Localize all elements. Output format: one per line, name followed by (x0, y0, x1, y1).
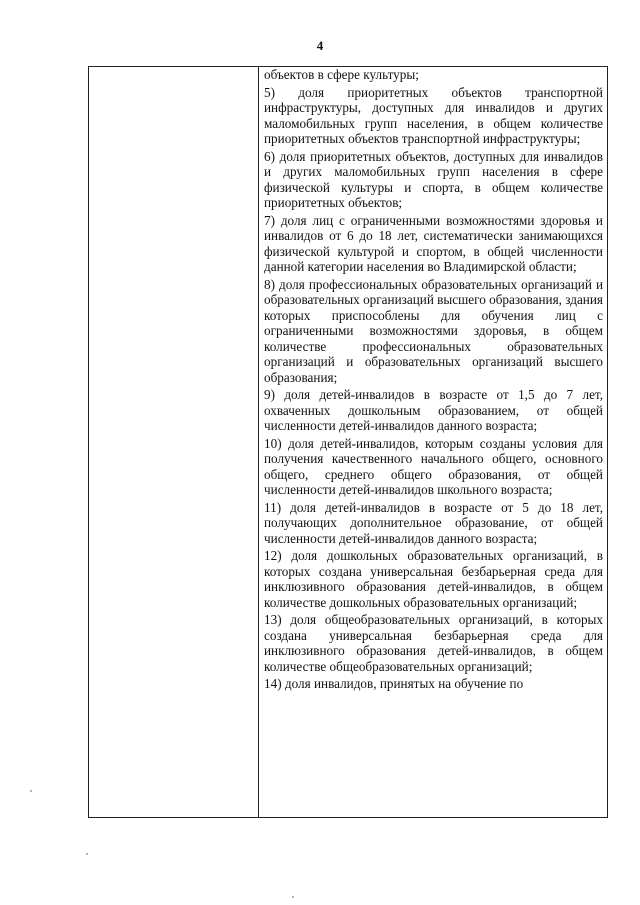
list-item: 5) доля приоритетных объектов транспортной инфраструктуры, доступных для инвалидов и других маломобильных групп населения, в общем количестве приоритетных объектов транспортной инфраструктуры; (264, 84, 603, 146)
page-number: 4 (316, 38, 324, 53)
scan-artifact-dot (292, 896, 294, 898)
list-item: 11) доля детей-инвалидов в возрасте от 5 до 18 лет, получающих дополнительное образование, от общей численности детей-инвалидов данного возраста; (264, 499, 603, 546)
list-item: 8) доля профессиональных образовательных организаций и образовательных организаций высшего образования, здания которых приспособлены для обучения лиц с ограниченными возможностями здоровья, в общем количестве профессиональных образовательных организаций и образовательных организаций высшего образования; (264, 276, 603, 385)
list-item: объектов в сфере культуры; (264, 67, 419, 82)
scan-artifact-dot (86, 853, 88, 855)
list-item: 14) доля инвалидов, принятых на обучение по (264, 676, 524, 691)
table-right-cell (259, 67, 609, 817)
document-table (88, 66, 608, 818)
list-item: 7) доля лиц с ограниченными возможностями здоровья и инвалидов от 6 до 18 лет, систематически занимающихся физической культурой и спортом, в общей численности данной категории населения во Владимирской области; (264, 212, 603, 274)
list-item: 13) доля общеобразовательных организаций, в которых создана универсальная безбарьерная среда для инклюзивного образования детей-инвалидов, в общем количестве общеобразовательных организаций; (264, 612, 603, 674)
list-item: 6) доля приоритетных объектов, доступных для инвалидов и других маломобильных групп населения в сфере физической культуры и спорта, в общем количестве приоритетных объектов; (264, 148, 603, 210)
scan-artifact-dot (30, 790, 32, 792)
list-item: 9) доля детей-инвалидов в возрасте от 1,5 до 7 лет, охваченных дошкольным образованием, от общей численности детей-инвалидов данного возраста; (264, 387, 603, 433)
list-item: 10) доля детей-инвалидов, которым созданы условия для получения качественного начального общего, основного общего, среднего общего образования, от общей численности детей-инвалидов школьного возраста; (264, 435, 603, 497)
list-item: 12) доля дошкольных образовательных организаций, в которых создана универсальная безбарьерная среда для инклюзивного образования детей-инвалидов, в общем количестве дошкольных образовательных организаций; (264, 548, 603, 610)
